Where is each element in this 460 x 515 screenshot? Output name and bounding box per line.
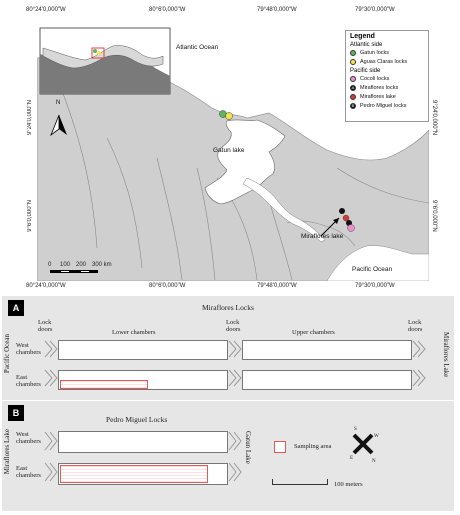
compass-e: E bbox=[350, 456, 354, 461]
west-chambers-label-b: West chambers bbox=[16, 431, 41, 446]
map-scale-bar: 0 100 200 300 km bbox=[48, 262, 128, 278]
lock-doors-mid: Lock doors bbox=[226, 319, 241, 334]
sampling-area-b bbox=[60, 465, 208, 483]
legend-item: B Pedro Miguel locks bbox=[351, 102, 407, 109]
miraflores-lake-label: Miraflores lake bbox=[301, 233, 344, 240]
left-coord-2: 9°6'0,000"N bbox=[27, 200, 33, 232]
lock-doors-left: Lock doors bbox=[38, 319, 53, 334]
legend-group-atlantic: Atlantic side bbox=[350, 42, 383, 48]
compass-s: S bbox=[354, 427, 357, 432]
lock-door-chevrons bbox=[44, 431, 58, 483]
top-coord-3: 79°48'0,000"W bbox=[257, 7, 297, 13]
bottom-coord-4: 79°30'0,000"W bbox=[355, 283, 395, 289]
lower-west-chamber bbox=[58, 340, 228, 360]
compass-n: N bbox=[372, 459, 376, 464]
lock-door-chevrons bbox=[44, 340, 58, 388]
lock-doors-right: Lock doors bbox=[408, 319, 423, 334]
east-chambers-label-a: East chambers bbox=[16, 374, 41, 389]
sampling-area-a bbox=[60, 380, 148, 389]
left-coord-1: 9°24'0,000"N bbox=[27, 100, 33, 136]
panel-a-title: Miraflores Locks bbox=[202, 303, 254, 312]
top-coord-4: 79°30'0,000"W bbox=[355, 7, 395, 13]
top-coord-1: 80°24'0,000"W bbox=[26, 7, 66, 13]
pacific-ocean-side-label: Pacific Ocean bbox=[3, 334, 11, 374]
inset-map bbox=[40, 28, 170, 94]
west-chambers-label-a: West chambers bbox=[16, 342, 41, 357]
right-coord-1: 9°24'0,000"N bbox=[431, 100, 437, 136]
north-label: N bbox=[56, 100, 61, 106]
right-coord-2: 9°6'0,000"N bbox=[431, 200, 437, 232]
east-chambers-label-b: East chambers bbox=[16, 465, 41, 480]
panel-a-tag: A bbox=[8, 300, 24, 316]
scale-bar-b bbox=[272, 479, 328, 485]
miraflores-lake-side-label-b: Miraflores Lake bbox=[3, 429, 11, 475]
gatun-lake-side-label: Gatun Lake bbox=[244, 431, 252, 464]
upper-chambers-label: Upper chambers bbox=[292, 329, 335, 336]
legend-title: Legend bbox=[350, 33, 375, 40]
atlantic-ocean-label: Atlantic Ocean bbox=[176, 44, 219, 51]
gatun-lake-label: Gatun lake bbox=[213, 147, 245, 154]
lock-door-chevrons bbox=[412, 340, 426, 388]
lock-door-chevrons bbox=[228, 340, 242, 388]
upper-west-chamber bbox=[242, 340, 412, 360]
pacific-ocean-label: Pacific Ocean bbox=[352, 266, 393, 273]
legend-item: Cocoli locks bbox=[350, 74, 424, 83]
panel-a bbox=[2, 296, 454, 400]
legend-item: A Miraflores locks bbox=[351, 84, 399, 91]
legend-item: Miraflores lake bbox=[350, 92, 424, 101]
bottom-coord-2: 80°6'0,000"W bbox=[149, 283, 186, 289]
panel-b bbox=[2, 401, 454, 511]
bottom-coord-3: 79°48'0,000"W bbox=[257, 283, 297, 289]
top-coord-2: 80°6'0,000"W bbox=[149, 7, 186, 13]
legend-item: Gatun locks bbox=[350, 48, 424, 57]
lock-door-chevrons bbox=[228, 431, 242, 483]
north-arrow bbox=[48, 107, 70, 137]
pedro-west-chamber bbox=[58, 431, 228, 453]
sampling-area-label: Sampling area bbox=[294, 443, 332, 450]
panel-b-title: Pedro Miguel Locks bbox=[106, 415, 168, 424]
legend-item: Aguas Claras locks bbox=[350, 57, 424, 66]
panel-b-tag: B bbox=[8, 405, 24, 421]
bottom-coord-1: 80°24'0,000"W bbox=[26, 283, 66, 289]
scale-bar-label: 100 meters bbox=[334, 481, 363, 488]
sampling-area-swatch bbox=[274, 441, 286, 453]
map-legend bbox=[345, 30, 429, 122]
compass-w: W bbox=[374, 434, 379, 439]
legend-group-pacific: Pacific side bbox=[350, 68, 381, 74]
lower-chambers-label: Lower chambers bbox=[112, 329, 156, 336]
miraflores-lake-side-label: Miraflores Lake bbox=[442, 332, 450, 378]
upper-east-chamber bbox=[242, 370, 412, 390]
